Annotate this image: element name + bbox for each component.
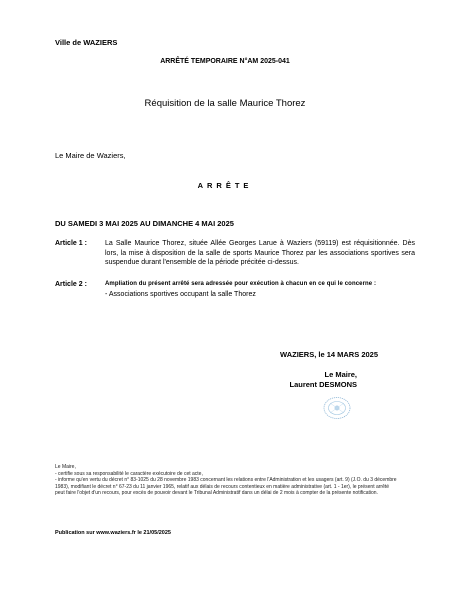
signature-block xyxy=(289,370,357,389)
place-and-date: WAZIERS, le 14 MARS 2025 xyxy=(280,350,378,359)
town-name: Ville de WAZIERS xyxy=(55,38,118,47)
mayor-intro: Le Maire de Waziers, xyxy=(55,151,126,160)
official-seal-icon xyxy=(322,396,352,420)
article-2-label: Article 2 : xyxy=(55,281,87,288)
legal-notes xyxy=(55,464,400,497)
legal-note-line: - certifie sous sa responsabilité le caractère exécutoire de cet acte, xyxy=(55,470,203,477)
publication-notice: Publication sur www.waziers.fr le 21/05/2025 xyxy=(55,530,171,536)
document-title: Réquisition de la salle Maurice Thorez xyxy=(144,98,306,109)
article-2 xyxy=(55,280,415,299)
article-1-label: Article 1 : xyxy=(55,240,87,247)
article-1-text: La Salle Maurice Thorez, située Allée Georges Larue à Waziers (59119) est réquisitionnée. Dès lors, la mise à disposition de la salle de sports Maurice Thorez par les associations sportives sera suspendue durant l'ensemble de la période précitée ci-dessus. xyxy=(105,240,415,266)
date-range: DU SAMEDI 3 MAI 2025 AU DIMANCHE 4 MAI 2025 xyxy=(55,219,234,228)
arrete-heading: ARRÊTE xyxy=(197,181,253,190)
article-2-heading: Ampliation du présent arrêté sera adressée pour exécution à chacun en ce qui le concerne : xyxy=(105,281,377,287)
signer-name: Laurent DESMONS xyxy=(289,379,357,389)
legal-note-line: - informe qu'en vertu du décret n° 83-1025 du 28 novembre 1983 concernant les relations entre l'Administration et les usagers (art. 9) (J.O. du 3 décembre 1983), modifiant le décret n° 67-23 du 11 janvier 1965, relatif aux délais de recours contentieux en matière administrative (art. 1 - 1er), le présent arrêté peut faire l'objet d'un recours, pour excès de pouvoir devant le Tribunal Administratif dans un délai de 2 mois à compter de la présente notification. xyxy=(55,477,397,496)
article-1 xyxy=(55,239,415,268)
signer-role: Le Maire, xyxy=(324,370,357,379)
legal-note-line: Le Maire, xyxy=(55,464,76,470)
decree-number: ARRÊTÉ TEMPORAIRE N°AM 2025-041 xyxy=(160,58,290,65)
article-2-text: - Associations sportives occupant la salle Thorez xyxy=(105,290,256,298)
article-2-body xyxy=(105,280,415,299)
